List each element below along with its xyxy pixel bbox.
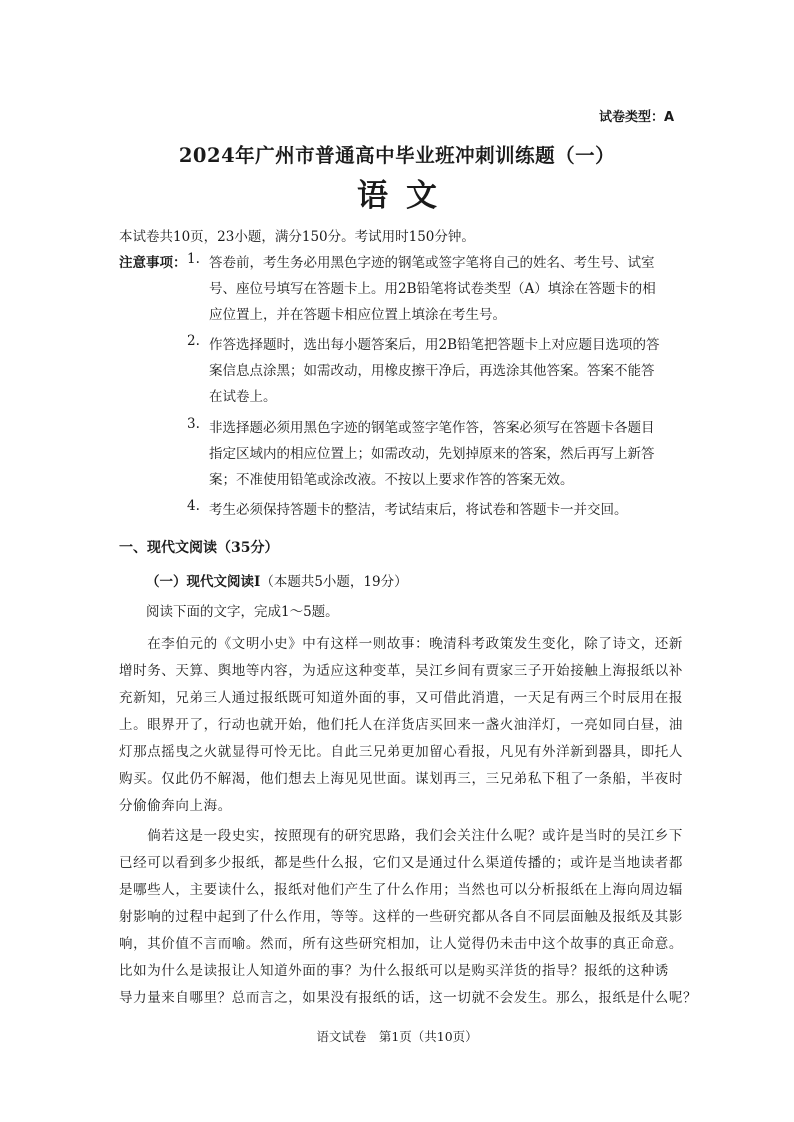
passage-line: 分偷偷奔向上海。: [119, 798, 232, 814]
note-line: 非选择题必须用黑色字迹的钢笔或签字笔作答，答案必须写在答题卡各题目: [209, 420, 655, 436]
note-line: 在试卷上。: [209, 389, 277, 405]
page-footer: 语文试卷 第1页（共10页）: [316, 1029, 478, 1044]
passage-line: 是哪些人，主要读什么，报纸对他们产生了什么作用；当然也可以分析报纸在上海向周边辐: [119, 882, 683, 898]
note-number: 3.: [187, 416, 200, 432]
exam-title: 2024年广州市普通高中毕业班冲刺训练题（一）: [178, 144, 616, 167]
section-heading: 一、现代文阅读（35分）: [119, 540, 279, 556]
passage-line: 充新知，兄弟三人通过报纸既可知道外面的事，又可借此消遣，一天足有两三个时辰用在报: [119, 690, 683, 706]
note-line: 应位置上，并在答题卡相应位置上填涂在考生号。: [209, 307, 506, 323]
note-line: 案；不准使用铅笔或涂改液。不按以上要求作答的答案无效。: [209, 472, 574, 488]
subsection-note: （本题共5小题，19分）: [260, 574, 408, 590]
paper-type-label: 试卷类型：A: [598, 110, 674, 125]
passage-line: 上。眼界开了，行动也就开始，他们托人在洋货店买回来一盏火油洋灯，一亮如同白昼，油: [119, 717, 683, 733]
subsection-title: （一）现代文阅读Ⅰ: [146, 574, 261, 590]
note-line: 号、座位号填写在答题卡上。用2B铅笔将试卷类型（A）填涂在答题卡的相: [209, 281, 656, 297]
note-line: 指定区域内的相应位置上；如需改动，先划掉原来的答案，然后再写上新答: [209, 446, 655, 462]
note-number: 1.: [187, 251, 200, 267]
notes-label: 注意事项：: [119, 255, 187, 271]
passage-line: 增时务、天算、舆地等内容，为适应这种变革，吴江乡间有贾家三子开始接触上海报纸以补: [119, 663, 683, 679]
note-line: 考生必须保持答题卡的整洁，考试结束后，将试卷和答题卡一并交回。: [209, 502, 628, 518]
passage-line: 已经可以看到多少报纸，都是些什么报，它们又是通过什么渠道传播的；或许是当地读者都: [119, 855, 683, 871]
note-line: 案信息点涂黑；如需改动，用橡皮擦干净后，再选涂其他答案。答案不能答: [209, 363, 655, 379]
exam-intro: 本试卷共10页，23小题，满分150分。考试用时150分钟。: [119, 229, 475, 245]
note-number: 4.: [187, 498, 200, 514]
subsection-heading: [146, 570, 408, 590]
passage-line: 响，其价值不言而喻。然而，所有这些研究相加，让人觉得仍未击中这个故事的真正命意。: [119, 936, 683, 952]
passage-line: 购买。仅此仍不解渴，他们想去上海见见世面。谋划再三，三兄弟私下租了一条船，半夜时: [119, 771, 683, 787]
passage-line: 比如为什么是读报让人知道外面的事？为什么报纸可以是购买洋货的指导？报纸的这种诱: [119, 963, 669, 979]
reading-instruction: 阅读下面的文字，完成1～5题。: [146, 604, 339, 620]
note-line: 作答选择题时，选出每小题答案后，用2B铅笔把答题卡上对应题目选项的答: [209, 337, 660, 353]
passage-line: 灯那点摇曳之火就显得可怜无比。自此三兄弟更加留心看报，凡见有外洋新到器具，即托人: [119, 744, 683, 760]
passage-line: 在李伯元的《文明小史》中有这样一则故事：晚清科考政策发生变化，除了诗文，还新: [119, 636, 683, 652]
subject-title: 语文: [357, 178, 455, 214]
note-line: 答卷前，考生务必用黑色字迹的钢笔或签字笔将自己的姓名、考生号、试室: [209, 255, 655, 271]
passage-line: 倘若这是一段史实，按照现有的研究思路，我们会关注什么呢？或许是当时的吴江乡下: [119, 828, 683, 844]
passage-line: 射影响的过程中起到了什么作用，等等。这样的一些研究都从各自不同层面触及报纸及其影: [119, 909, 683, 925]
passage-line: 导力量来自哪里？总而言之，如果没有报纸的话，这一切就不会发生。那么，报纸是什么呢？: [119, 990, 698, 1006]
note-number: 2.: [187, 333, 200, 349]
